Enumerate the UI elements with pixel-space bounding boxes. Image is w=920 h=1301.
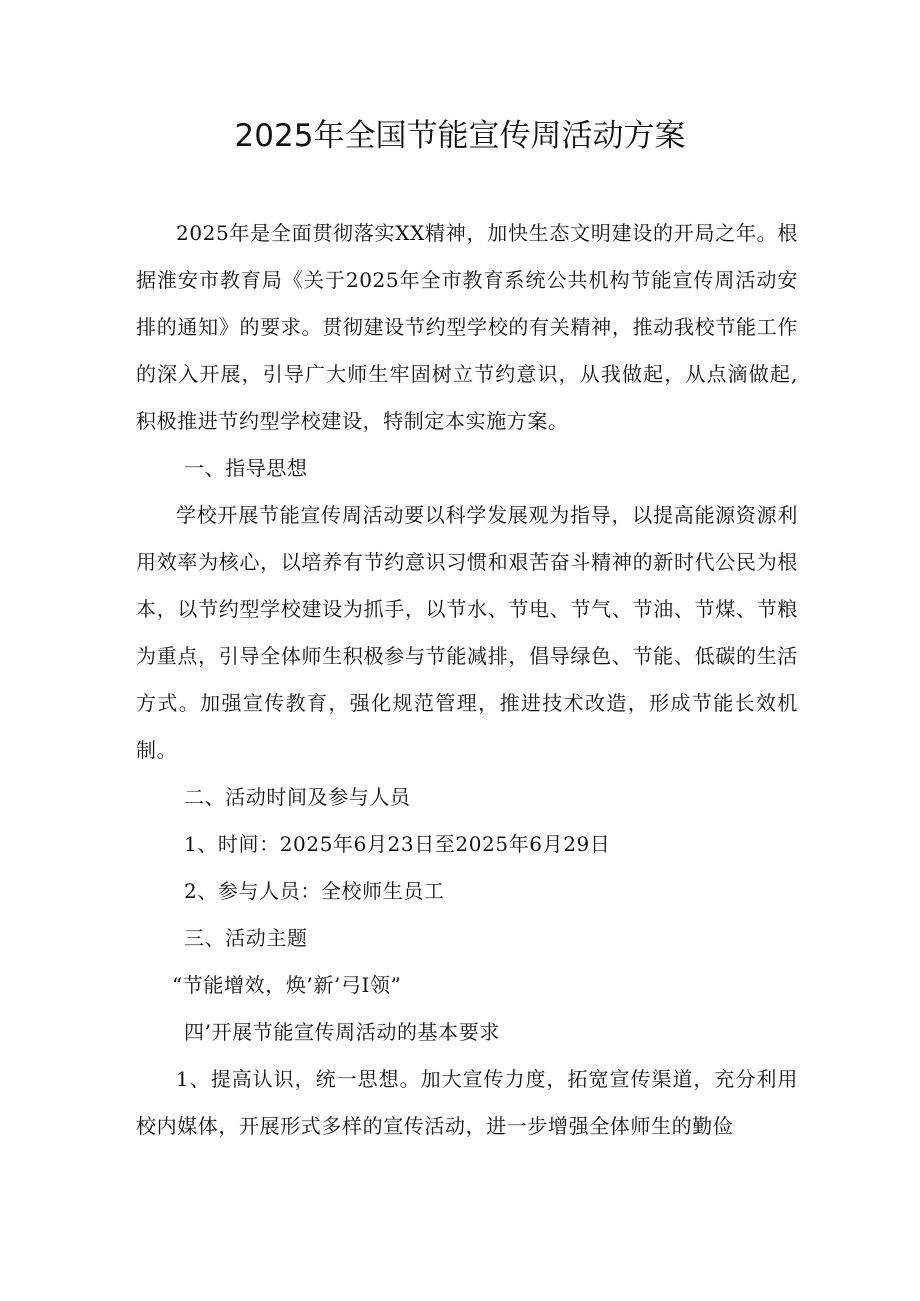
activity-time-item: 1、时间：2025年6月23日至2025年6月29日 xyxy=(184,832,611,856)
section-heading-basic-requirements: 四’开展节能宣传周活动的基本要求 xyxy=(184,1020,500,1044)
requirements-item-1: 1、提高认识，统一思想。加大宣传力度，拓宽宣传渠道，充分利用校内媒体，开展形式多样的宣传活动，进一步增强全体师生的勤俭 xyxy=(136,1067,798,1138)
section-heading-time-and-participants: 二、活动时间及参与人员 xyxy=(184,785,411,809)
participants-item: 2、参与人员：全校师生员工 xyxy=(184,879,445,903)
section-heading-guiding-ideology: 一、指导思想 xyxy=(184,456,308,480)
guiding-ideology-paragraph: 学校开展节能宣传周活动要以科学发展观为指导，以提高能源资源利用效率为核心，以培养有节约意识习惯和艰苦奋斗精神的新时代公民为根本，以节约型学校建设为抓手，以节水、节电、节气、节油、节煤、节粮为重点，引导全体师生积极参与节能减排，倡导绿色、节能、低碳的生活方式。加强宣传教育，强化规范管理，推进技术改造，形成节能长效机制。 xyxy=(136,503,798,762)
activity-theme-text: “节能增效，焕’新’弓I领” xyxy=(172,973,402,997)
document-body xyxy=(136,210,798,1150)
document-title: 2025年全国节能宣传周活动方案 xyxy=(234,118,686,154)
intro-paragraph: 2025年是全面贯彻落实XX精神，加快生态文明建设的开局之年。根据淮安市教育局《关于2025年全市教育系统公共机构节能宣传周活动安排的通知》的要求。贯彻建设节约型学校的有关精神，推动我校节能工作的深入开展，引导广大师生牢固树立节约意识，从我做起，从点滴做起,积极推进节约型学校建设，特制定本实施方案。 xyxy=(136,221,798,433)
section-heading-activity-theme: 三、活动主题 xyxy=(184,926,308,950)
